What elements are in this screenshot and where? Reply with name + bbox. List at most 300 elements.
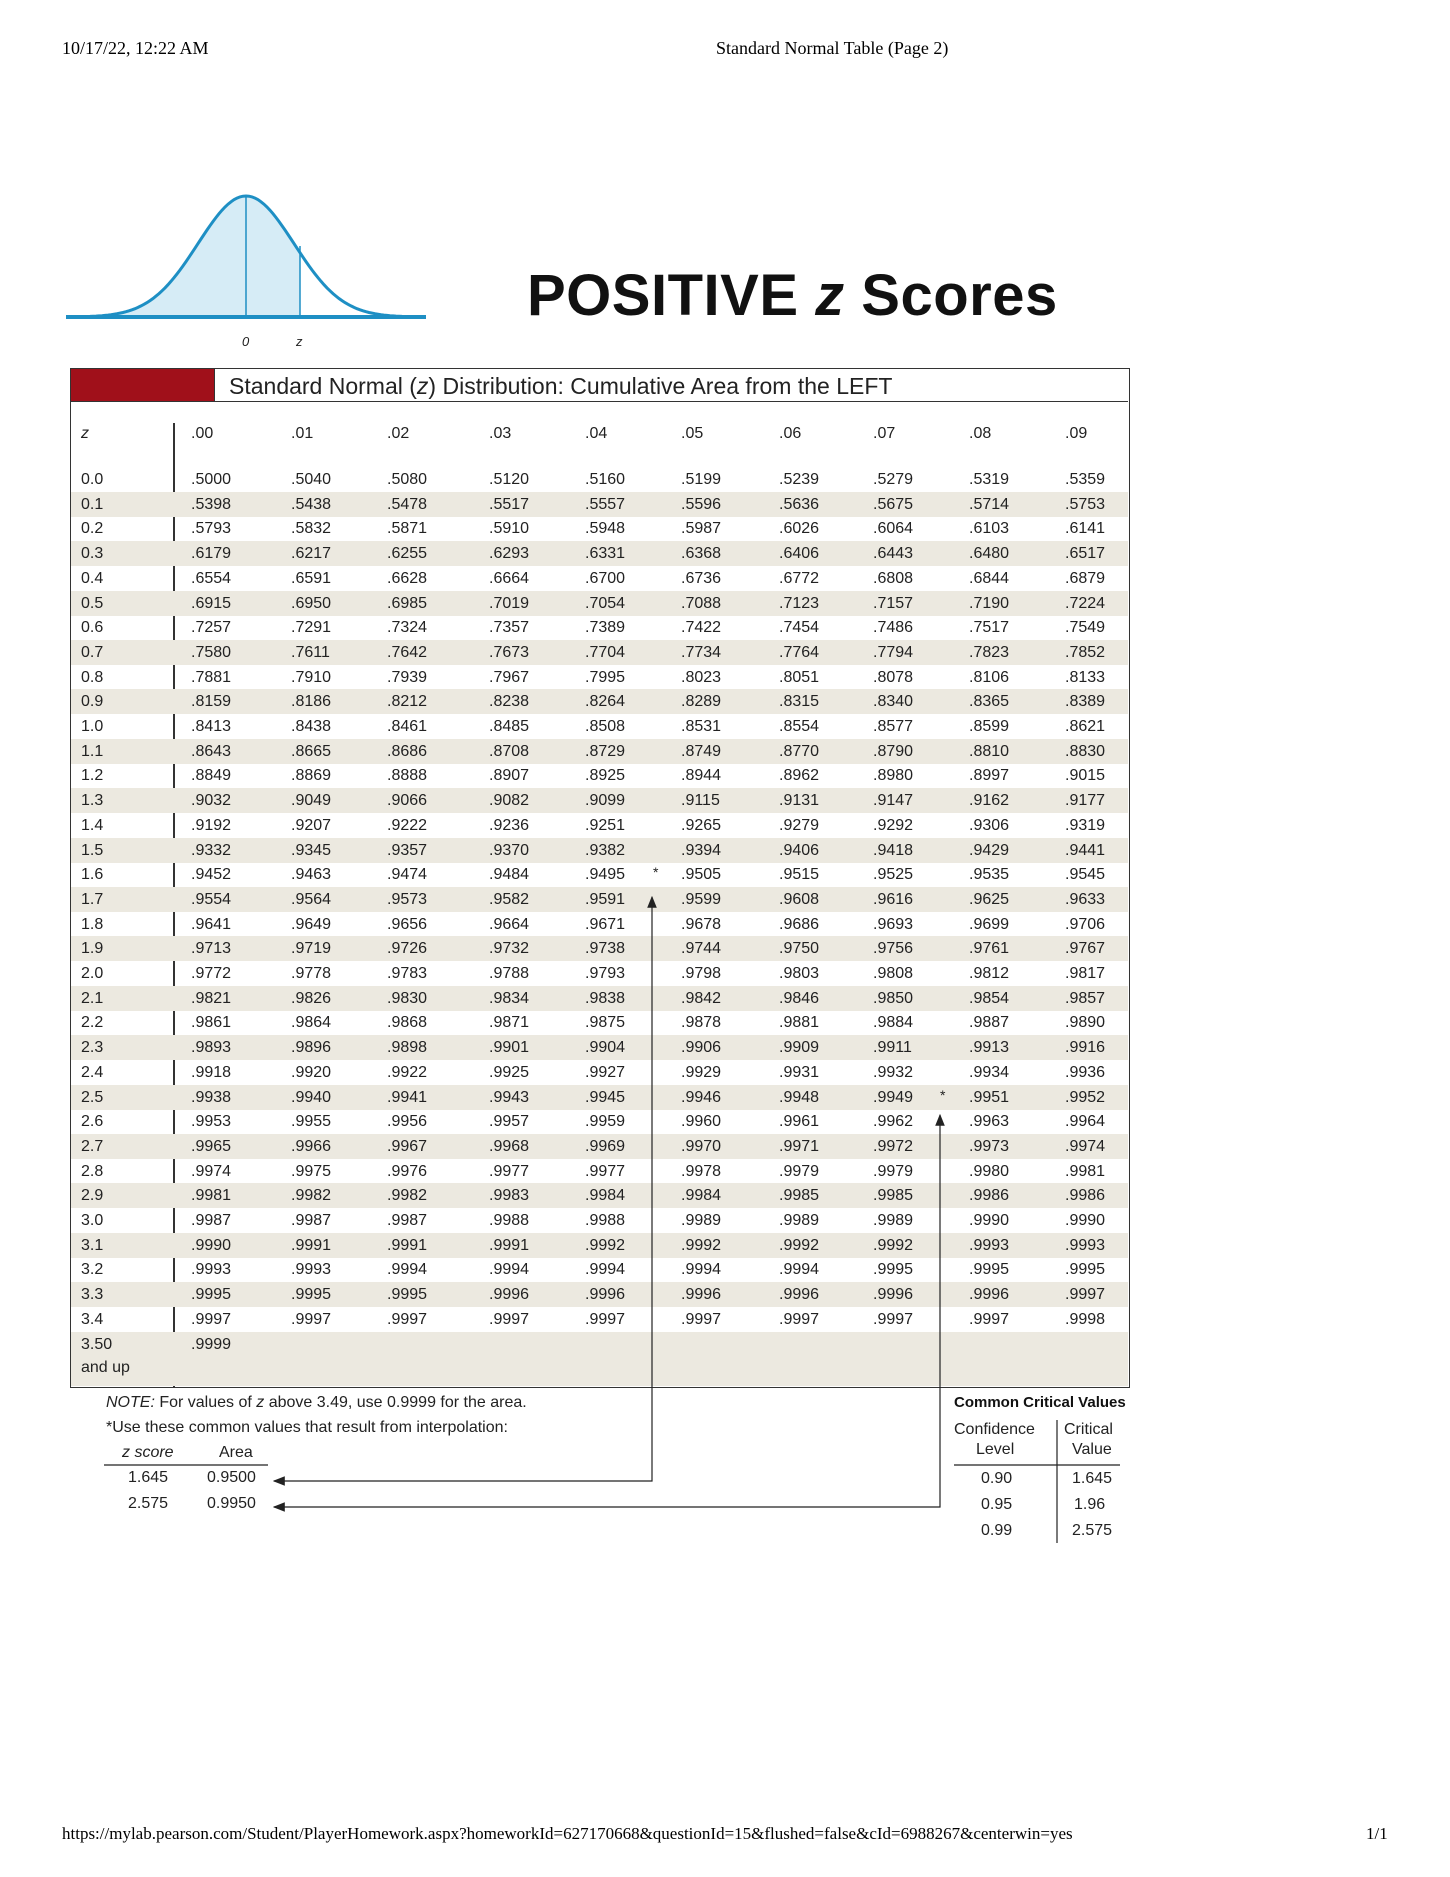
table-cell: .9868 <box>387 1014 428 1032</box>
table-cell: .9961 <box>779 1113 820 1131</box>
table-cell: .9938 <box>191 1088 232 1106</box>
table-cell: .9969 <box>585 1137 626 1155</box>
table-cell: .9909 <box>779 1039 820 1057</box>
critical-header-1: Critical <box>1064 1421 1113 1438</box>
table-cell: .8078 <box>873 668 914 686</box>
table-cell: .9292 <box>873 816 914 834</box>
table-cell: .9945 <box>585 1088 626 1106</box>
table-cell: .9778 <box>291 965 332 982</box>
table-cell: .9222 <box>387 816 428 834</box>
table-cell: .6406 <box>779 545 820 563</box>
z-row-label: 2.2 <box>81 1014 104 1032</box>
crit-value-2: 1.96 <box>1074 1496 1106 1513</box>
z-row-label: 2.8 <box>81 1162 104 1180</box>
column-header: .08 <box>969 425 992 442</box>
interpolation-star: * <box>940 1086 946 1103</box>
table-cell: .9251 <box>585 816 626 834</box>
table-cell: .9996 <box>969 1286 1010 1304</box>
table-cell: .9979 <box>779 1162 820 1180</box>
table-cell: .9982 <box>387 1187 428 1205</box>
table-cell: .9515 <box>779 866 820 884</box>
table-cell: .9857 <box>1065 989 1106 1007</box>
z-row-label-last: 3.50 <box>81 1335 113 1353</box>
table-cell: .7486 <box>873 619 914 637</box>
table-cell: .9147 <box>873 792 914 810</box>
table-cell: .7910 <box>291 668 332 686</box>
table-cell: .9995 <box>387 1286 428 1304</box>
z-row-label: 0.4 <box>81 569 104 587</box>
z-row-label: 1.7 <box>81 890 104 908</box>
table-cell: .9966 <box>291 1137 332 1155</box>
table-title: Standard Normal (z) Distribution: Cumulative Area from the LEFT <box>229 373 893 399</box>
table-cell: .9713 <box>191 940 232 958</box>
table-cell: .6985 <box>387 594 428 612</box>
table-cell: .9015 <box>1065 767 1106 785</box>
table-cell: .6217 <box>291 545 332 563</box>
table-cell: .8665 <box>291 742 332 760</box>
table-cell: .9591 <box>585 890 626 908</box>
table-cell: .7794 <box>873 643 914 661</box>
table-cell: .6844 <box>969 569 1010 587</box>
column-header: .07 <box>873 425 896 442</box>
table-cell: .9798 <box>681 965 722 982</box>
table-cell: .8508 <box>585 718 626 735</box>
table-cell: .9995 <box>873 1261 914 1279</box>
table-cell: .7454 <box>779 619 820 637</box>
table-cell: .6368 <box>681 545 722 563</box>
table-cell: .9474 <box>387 866 428 884</box>
z-row-label: 0.9 <box>81 693 104 711</box>
table-cell: .9996 <box>585 1286 626 1304</box>
table-cell: .8708 <box>489 742 530 760</box>
z-score-header: z score <box>122 1444 174 1461</box>
table-cell: .8849 <box>191 767 232 785</box>
table-cell: .9987 <box>291 1212 332 1229</box>
table-cell: .9916 <box>1065 1039 1106 1057</box>
crit-level-3: 0.99 <box>981 1522 1013 1539</box>
table-cell: .6179 <box>191 545 232 563</box>
table-cell: .6480 <box>969 545 1010 563</box>
table-cell: .9788 <box>489 965 530 982</box>
table-cell: .9793 <box>585 965 626 982</box>
table-cell: .6915 <box>191 594 232 612</box>
table-cell: .9706 <box>1065 915 1106 933</box>
table-cell: .8438 <box>291 718 332 735</box>
table-cell: .9898 <box>387 1039 428 1057</box>
table-cell: .9990 <box>1065 1212 1106 1229</box>
table-cell: .9983 <box>489 1187 530 1205</box>
table-cell: .9987 <box>191 1212 232 1229</box>
table-cell: .5517 <box>489 495 530 513</box>
column-header: .03 <box>489 425 512 442</box>
table-cell: .7580 <box>191 643 232 661</box>
table-cell: .9997 <box>681 1310 722 1328</box>
table-cell: .6700 <box>585 569 626 587</box>
table-cell: .8907 <box>489 767 530 785</box>
table-cell: .6517 <box>1065 545 1106 563</box>
table-cell: .9986 <box>969 1187 1010 1205</box>
table-cell: .9931 <box>779 1063 820 1081</box>
table-cell: .9922 <box>387 1063 428 1081</box>
table-cell: .5478 <box>387 495 428 513</box>
table-cell: .6103 <box>969 520 1010 538</box>
table-cell: .9896 <box>291 1039 332 1057</box>
table-cell: .9332 <box>191 841 232 859</box>
table-cell: .9463 <box>291 866 332 884</box>
table-cell: .5636 <box>779 495 820 513</box>
table-cell: .9965 <box>191 1137 232 1155</box>
table-cell: .9830 <box>387 989 428 1007</box>
table-cell: .8643 <box>191 742 232 760</box>
table-cell: .7517 <box>969 619 1010 637</box>
z-row-label: 2.9 <box>81 1187 104 1205</box>
table-cell: .9992 <box>585 1236 626 1254</box>
table-cell: .9932 <box>873 1063 914 1081</box>
table-cell: .8289 <box>681 693 722 711</box>
table-cell: .8962 <box>779 767 820 785</box>
z-row-label: 1.6 <box>81 866 104 884</box>
table-cell: .9987 <box>387 1212 428 1229</box>
z-row-label: 0.7 <box>81 643 104 661</box>
table-cell: .8531 <box>681 718 722 735</box>
table-cell: .8238 <box>489 693 530 711</box>
table-cell: .9997 <box>191 1310 232 1328</box>
z-row-label: 0.5 <box>81 594 104 612</box>
table-cell: .9992 <box>681 1236 722 1254</box>
table-cell: .9991 <box>387 1236 428 1254</box>
table-cell: .9991 <box>291 1236 332 1254</box>
z-row-label: 1.4 <box>81 816 104 834</box>
table-cell: .9994 <box>779 1261 820 1279</box>
table-cell: .5319 <box>969 471 1010 488</box>
table-cell: .9997 <box>1065 1286 1106 1304</box>
table-cell: .9357 <box>387 841 428 859</box>
table-cell: .7549 <box>1065 619 1106 637</box>
table-cell: .9951 <box>969 1088 1010 1106</box>
axis-label-zero: 0 <box>242 334 250 349</box>
table-cell: .9649 <box>291 915 332 933</box>
table-cell: .9177 <box>1065 792 1106 810</box>
table-cell: .9699 <box>969 915 1010 933</box>
table-cell: .5040 <box>291 471 332 488</box>
table-cell: .9911 <box>873 1039 912 1057</box>
note-line: NOTE: For values of z above 3.49, use 0.9999 for the area. <box>106 1394 527 1411</box>
table-cell: .5080 <box>387 471 428 488</box>
table-cell: .9664 <box>489 915 530 933</box>
table-cell: .5871 <box>387 520 428 538</box>
table-cell: .9995 <box>191 1286 232 1304</box>
table-cell: .9406 <box>779 841 820 859</box>
table-cell: .9963 <box>969 1113 1010 1131</box>
z-row-label: 2.4 <box>81 1063 104 1081</box>
table-cell: .6443 <box>873 545 914 563</box>
table-cell: .8461 <box>387 718 428 735</box>
table-cell: .8925 <box>585 767 626 785</box>
table-cell: .9982 <box>291 1187 332 1205</box>
table-cell: .9850 <box>873 989 914 1007</box>
table-cell: .9957 <box>489 1113 530 1131</box>
table-cell: .5793 <box>191 520 232 538</box>
table-cell: .7422 <box>681 619 722 637</box>
table-cell: .9956 <box>387 1113 428 1131</box>
table-cell: .6950 <box>291 594 332 612</box>
table-cell: .9991 <box>489 1236 530 1254</box>
table-cell: .9906 <box>681 1039 722 1057</box>
table-cell: .9946 <box>681 1088 722 1106</box>
table-cell: .9838 <box>585 989 626 1007</box>
table-cell: .9994 <box>489 1261 530 1279</box>
table-cell: .5398 <box>191 495 232 513</box>
table-cell: .8997 <box>969 767 1010 785</box>
table-cell: .7123 <box>779 594 820 612</box>
table-cell: .9370 <box>489 841 530 859</box>
table-cell: .9744 <box>681 940 722 958</box>
confidence-header-1: Confidence <box>954 1421 1035 1438</box>
table-cell: .8106 <box>969 668 1010 686</box>
z-column-header: z <box>81 425 89 442</box>
page-heading: POSITIVE z Scores <box>527 263 1058 328</box>
z-row-label: 1.9 <box>81 940 104 958</box>
table-cell: .9989 <box>873 1212 914 1229</box>
table-cell: .9599 <box>681 890 722 908</box>
table-cell: .9115 <box>681 792 720 810</box>
table-cell: .8770 <box>779 742 820 760</box>
table-cell: .9971 <box>779 1137 820 1155</box>
table-cell: .6591 <box>291 569 332 587</box>
column-header: .04 <box>585 425 608 442</box>
table-cell: .9693 <box>873 915 914 933</box>
print-datetime: 10/17/22, 12:22 AM <box>62 38 209 58</box>
table-cell: .9265 <box>681 816 722 834</box>
z-row-label: 0.6 <box>81 619 104 637</box>
interp-area-1: 0.9500 <box>207 1469 256 1486</box>
table-cell: .9992 <box>779 1236 820 1254</box>
table-cell: .9207 <box>291 816 332 834</box>
table-cell: .9834 <box>489 989 530 1007</box>
table-cell: .8133 <box>1065 668 1106 686</box>
table-cell: .9993 <box>191 1261 232 1279</box>
table-cell: .5557 <box>585 495 626 513</box>
table-cell-last: .9999 <box>191 1335 232 1353</box>
table-cell: .7054 <box>585 594 626 612</box>
table-cell: .5714 <box>969 495 1010 513</box>
table-cell: .7257 <box>191 619 232 637</box>
table-cell: .9955 <box>291 1113 332 1131</box>
table-cell: .8264 <box>585 693 626 711</box>
table-cell: .9976 <box>387 1162 428 1180</box>
table-cell: .8830 <box>1065 742 1106 760</box>
table-cell: .9968 <box>489 1137 530 1155</box>
table-cell: .9429 <box>969 841 1010 859</box>
table-cell: .7967 <box>489 668 530 686</box>
table-cell: .9418 <box>873 841 914 859</box>
table-cell: .7357 <box>489 619 530 637</box>
table-cell: .9671 <box>585 915 626 933</box>
print-url: https://mylab.pearson.com/Student/PlayerHomework.aspx?homeworkId=627170668&questionId=15&flushed=false&cId=6988267&centerwin=yes <box>62 1824 1073 1843</box>
table-cell: .6664 <box>489 569 530 587</box>
table-cell: .9997 <box>387 1310 428 1328</box>
table-cell: .7734 <box>681 643 722 661</box>
table-cell: .8599 <box>969 718 1010 735</box>
interp-area-2: 0.9950 <box>207 1495 256 1512</box>
table-cell: .8315 <box>779 693 820 711</box>
z-row-label: 3.4 <box>81 1310 104 1328</box>
table-cell: .9996 <box>489 1286 530 1304</box>
table-cell: .9678 <box>681 915 722 933</box>
table-cell: .7704 <box>585 643 626 661</box>
table-cell: .9998 <box>1065 1310 1106 1328</box>
table-cell: .9941 <box>387 1088 428 1106</box>
table-cell: .9929 <box>681 1063 722 1081</box>
table-cell: .8577 <box>873 718 914 735</box>
table-cell: .9984 <box>681 1187 722 1205</box>
table-cell: .9525 <box>873 866 914 884</box>
table-cell: .6255 <box>387 545 428 563</box>
table-cell: .9082 <box>489 792 530 810</box>
table-cell: .9997 <box>779 1310 820 1328</box>
table-cell: .9625 <box>969 890 1010 908</box>
table-cell: .9656 <box>387 915 428 933</box>
table-cell: .9641 <box>191 915 232 933</box>
table-cell: .7224 <box>1065 594 1106 612</box>
z-row-label: 1.1 <box>81 742 104 760</box>
table-cell: .8944 <box>681 767 722 785</box>
table-cell: .5948 <box>585 520 626 538</box>
table-cell: .7190 <box>969 594 1010 612</box>
table-cell: .9066 <box>387 792 428 810</box>
z-row-label-last-2: and up <box>81 1358 130 1376</box>
table-cell: .8051 <box>779 668 820 686</box>
table-cell: .9989 <box>681 1212 722 1229</box>
table-cell: .9505 <box>681 866 722 884</box>
table-cell: .9974 <box>191 1162 232 1180</box>
table-cell: .9881 <box>779 1014 820 1032</box>
column-header: .05 <box>681 425 704 442</box>
table-cell: .7939 <box>387 668 428 686</box>
crit-value-3: 2.575 <box>1072 1522 1113 1539</box>
table-cell: .7852 <box>1065 643 1106 661</box>
table-cell: .9985 <box>873 1187 914 1205</box>
table-cell: .6879 <box>1065 569 1106 587</box>
table-cell: .9997 <box>873 1310 914 1328</box>
table-cell: .8888 <box>387 767 428 785</box>
table-cell: .9993 <box>1065 1236 1106 1254</box>
table-cell: .7389 <box>585 619 626 637</box>
table-cell: .9564 <box>291 890 332 908</box>
print-page-title: Standard Normal Table (Page 2) <box>716 38 949 58</box>
table-cell: .9988 <box>585 1212 626 1229</box>
table-cell: .5910 <box>489 520 530 538</box>
table-cell: .9864 <box>291 1014 332 1032</box>
table-cell: .9925 <box>489 1063 530 1081</box>
table-cell: .7764 <box>779 643 820 661</box>
table-cell: .9994 <box>585 1261 626 1279</box>
column-header: .01 <box>291 425 314 442</box>
z-row-label: 0.3 <box>81 545 104 563</box>
table-cell: .9980 <box>969 1162 1010 1180</box>
table-cell: .9948 <box>779 1088 820 1106</box>
table-cell: .8212 <box>387 693 428 711</box>
table-cell: .6064 <box>873 520 914 538</box>
table-cell: .9952 <box>1065 1088 1106 1106</box>
table-cell: .9995 <box>291 1286 332 1304</box>
table-cell: .6141 <box>1065 520 1106 538</box>
table-cell: .9726 <box>387 940 428 958</box>
table-cell: .5359 <box>1065 471 1106 488</box>
table-cell: .9893 <box>191 1039 232 1057</box>
table-cell: .6331 <box>585 545 626 563</box>
table-cell: .9738 <box>585 940 626 958</box>
table-cell: .9996 <box>873 1286 914 1304</box>
table-cell: .8686 <box>387 742 428 760</box>
table-cell: .9192 <box>191 816 232 834</box>
table-cell: .6772 <box>779 569 820 587</box>
table-cell: .7019 <box>489 594 530 612</box>
crit-level-1: 0.90 <box>981 1470 1013 1487</box>
table-cell: .7291 <box>291 619 332 637</box>
table-cell: .9984 <box>585 1187 626 1205</box>
table-cell: .9996 <box>681 1286 722 1304</box>
table-cell: .9808 <box>873 965 914 982</box>
table-cell: .9803 <box>779 965 820 982</box>
table-cell: .9973 <box>969 1137 1010 1155</box>
table-cell: .9319 <box>1065 816 1106 834</box>
table-cell: .9997 <box>291 1310 332 1328</box>
table-cell: .5675 <box>873 495 914 513</box>
table-cell: .8159 <box>191 693 232 711</box>
table-cell: .9441 <box>1065 841 1106 859</box>
table-cell: .8340 <box>873 693 914 711</box>
table-cell: .9582 <box>489 890 530 908</box>
z-row-label: 1.5 <box>81 841 104 859</box>
table-cell: .9992 <box>873 1236 914 1254</box>
z-row-label: 0.0 <box>81 471 104 488</box>
table-cell: .5596 <box>681 495 722 513</box>
table-cell: .9573 <box>387 890 428 908</box>
table-cell: .9995 <box>1065 1261 1106 1279</box>
table-cell: .9949 <box>873 1088 914 1106</box>
table-cell: .9997 <box>969 1310 1010 1328</box>
column-header: .02 <box>387 425 410 442</box>
table-cell: .7157 <box>873 594 914 612</box>
axis-label-z: z <box>296 334 303 349</box>
table-cell: .9993 <box>969 1236 1010 1254</box>
table-cell: .9767 <box>1065 940 1106 958</box>
table-cell: .5239 <box>779 471 820 488</box>
table-cell: .9985 <box>779 1187 820 1205</box>
table-cell: .9608 <box>779 890 820 908</box>
table-cell: .9943 <box>489 1088 530 1106</box>
table-cell: .9884 <box>873 1014 914 1032</box>
table-cell: .8554 <box>779 718 820 735</box>
z-row-label: 2.1 <box>81 989 104 1007</box>
table-cell: .6554 <box>191 569 232 587</box>
table-cell: .5279 <box>873 471 914 488</box>
table-cell: .9981 <box>191 1187 232 1205</box>
z-row-label: 1.3 <box>81 792 104 810</box>
table-cell: .9975 <box>291 1162 332 1180</box>
z-row-label: 2.3 <box>81 1039 104 1057</box>
table-cell: .6736 <box>681 569 722 587</box>
interp-z-2: 2.575 <box>128 1495 169 1512</box>
z-row-label: 3.3 <box>81 1286 104 1304</box>
table-cell: .9345 <box>291 841 332 859</box>
z-row-label: 0.1 <box>81 495 104 513</box>
z-row-label: 2.7 <box>81 1137 104 1155</box>
column-header: .09 <box>1065 425 1088 442</box>
table-cell: .7642 <box>387 643 428 661</box>
table-cell: .7881 <box>191 668 232 686</box>
